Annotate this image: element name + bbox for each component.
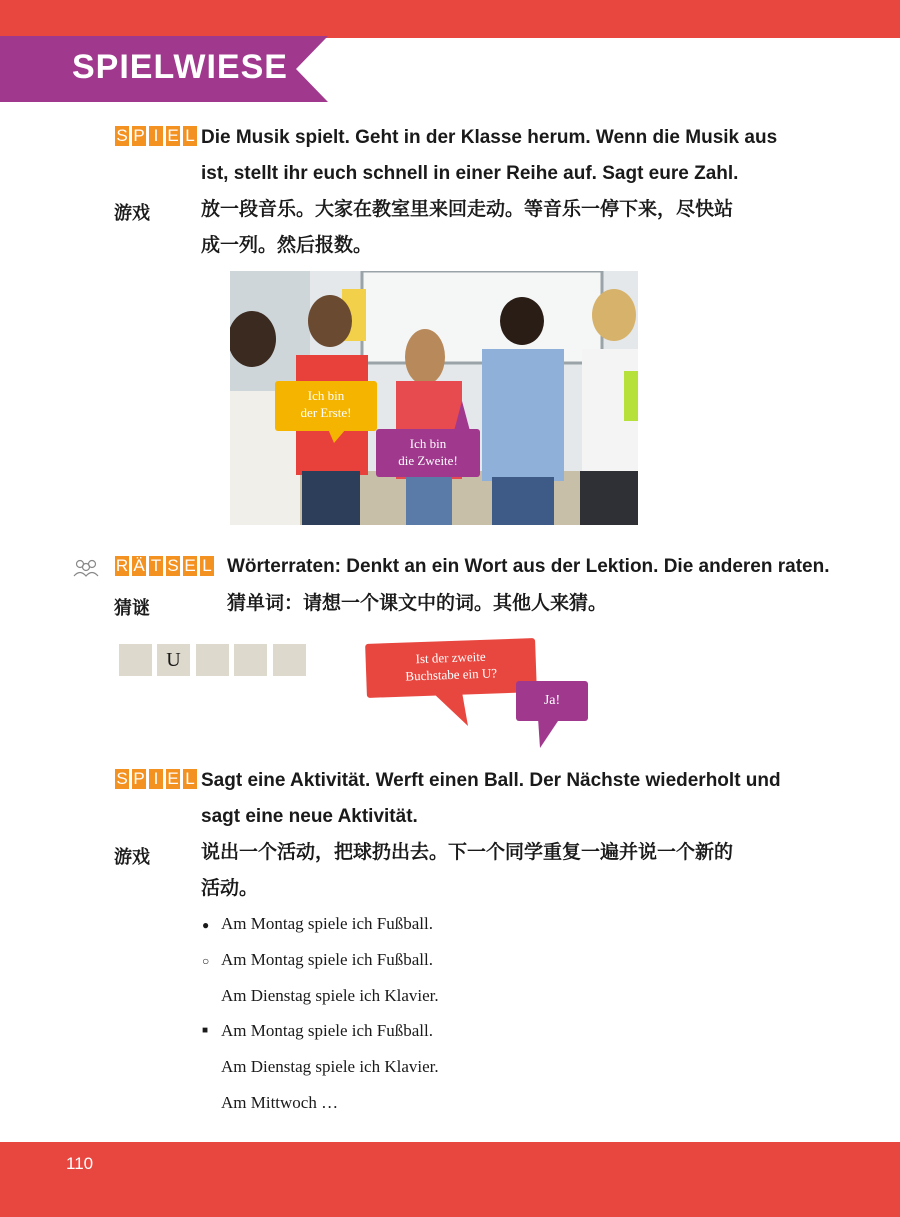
bubble-tail — [432, 692, 472, 728]
speech-bubble-question: Ist der zweite Buchstabe ein U? — [365, 638, 537, 698]
label-zh-3: 游戏 — [114, 847, 150, 867]
example-line: Am Montag spiele ich Fußball. — [221, 950, 434, 969]
instruction-de-1: Die Musik spielt. Geht in der Klasse herum. Wenn die Musik aus — [201, 127, 778, 148]
bullet-filled-circle: ● — [202, 918, 210, 932]
instruction-zh-1: 放一段音乐。大家在教室里来回走动。等音乐一停下来，尽快站 — [201, 199, 734, 220]
footer-bar — [0, 1142, 900, 1217]
bullet-open-circle: ○ — [202, 954, 210, 968]
bubble-tail — [452, 401, 472, 431]
instruction-de-2: ist, stellt ihr euch schnell in einer Reihe auf. Sagt eure Zahl. — [201, 163, 739, 184]
instruction-zh-2: 成一列。然后报数。 — [201, 235, 373, 256]
top-bar — [0, 0, 900, 38]
instruction-de-raetsel: Wörterraten: Denkt an ein Wort aus der Lektion. Die anderen raten. — [227, 556, 830, 577]
example-line: Am Mittwoch … — [221, 1093, 339, 1112]
bubble-tail — [538, 718, 562, 748]
spiel-tag: S P I E L — [114, 768, 199, 790]
label-zh: 游戏 — [114, 203, 150, 223]
bullet-square: ■ — [202, 1025, 209, 1036]
instruction-zh-raetsel: 猜单词：请想一个课文中的词。其他人来猜。 — [227, 593, 608, 614]
example-line: Am Montag spiele ich Fußball. — [221, 1021, 434, 1040]
raetsel-tag: R Ä T S E L — [114, 555, 216, 577]
page-number: 110 — [66, 1154, 94, 1173]
instruction-zh-3a: 说出一个活动，把球扔出去。下一个同学重复一遍并说一个新的 — [201, 842, 734, 863]
letter-tile — [234, 644, 267, 676]
instruction-de-3b: sagt eine neue Aktivität. — [201, 806, 418, 827]
classroom-photo — [230, 271, 638, 525]
bubble-tail — [328, 429, 348, 445]
example-line: Am Montag spiele ich Fußball. — [221, 914, 434, 933]
group-icon — [72, 558, 100, 578]
example-line: Am Dienstag spiele ich Klavier. — [221, 1057, 439, 1076]
example-line: Am Dienstag spiele ich Klavier. — [221, 986, 439, 1005]
letter-tile — [119, 644, 152, 676]
speech-bubble-second: Ich bin die Zweite! — [376, 429, 480, 477]
letter-tile — [273, 644, 306, 676]
letter-tile: U — [157, 644, 190, 676]
instruction-zh-3b: 活动。 — [201, 878, 259, 899]
instruction-de-3a: Sagt eine Aktivität. Werft einen Ball. Der Nächste wiederholt und — [201, 770, 781, 791]
spiel-tag: S P I E L — [114, 125, 199, 147]
section-title: SPIELWIESE — [72, 48, 288, 86]
speech-bubble-first: Ich bin der Erste! — [275, 381, 377, 431]
label-zh-raetsel: 猜谜 — [114, 598, 150, 618]
letter-tile — [196, 644, 229, 676]
speech-bubble-answer: Ja! — [516, 681, 588, 721]
